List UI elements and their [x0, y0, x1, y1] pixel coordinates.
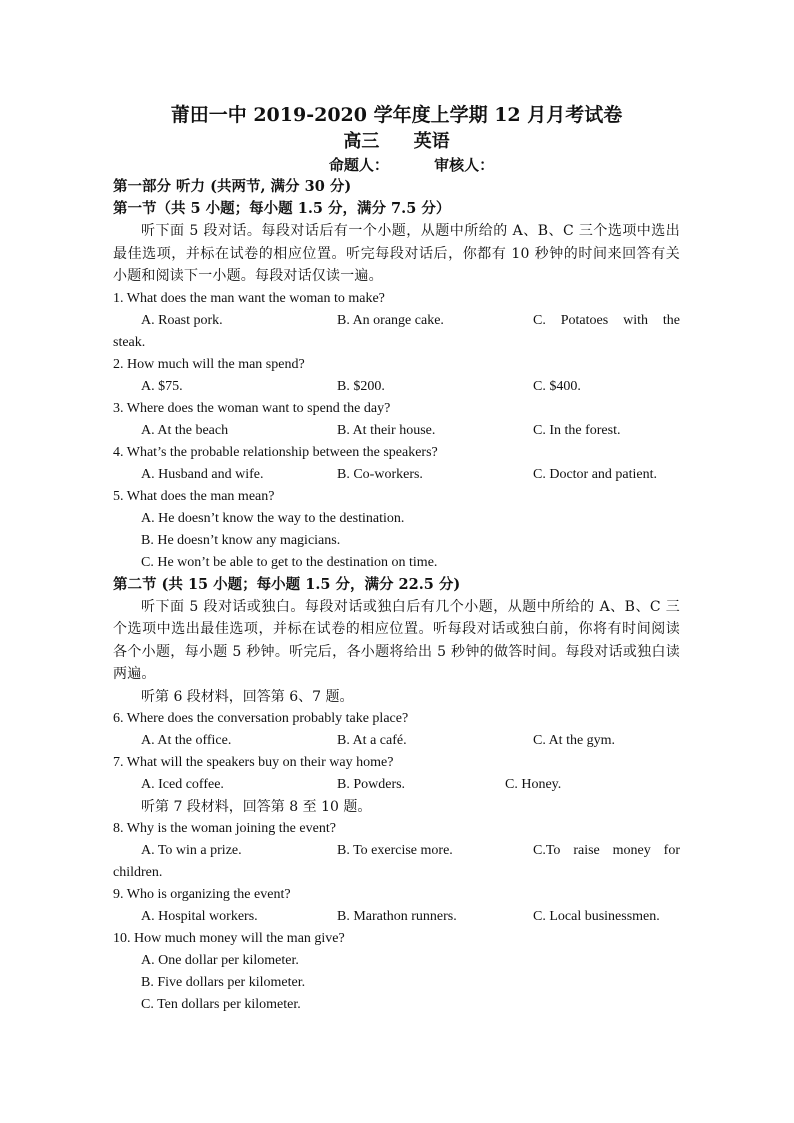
option-b: B. Five dollars per kilometer. [141, 974, 306, 990]
section2-heading: 第二节 (共 15 小题；每小题 1.5 分，满分 22.5 分) [113, 575, 461, 593]
option-a: A. Husband and wife. [141, 466, 264, 482]
reviewer-label: 审核人： [434, 156, 495, 174]
option-a: A. Hospital workers. [141, 908, 258, 924]
option-a: A. One dollar per kilometer. [141, 952, 299, 968]
option-b: B. An orange cake. [337, 312, 444, 328]
option-c-continuation: steak. [113, 334, 146, 350]
authors-line [113, 154, 680, 176]
question-6: 6. Where does the conversation probably take place? [113, 710, 409, 726]
grade-label: 高三 [343, 131, 380, 152]
question-7: 7. What will the speakers buy on their way home? [113, 754, 394, 770]
option-a: A. At the beach [141, 422, 229, 438]
subject-label: 英语 [413, 131, 450, 152]
question-8: 8. Why is the woman joining the event? [113, 820, 336, 836]
option-b: B. To exercise more. [337, 842, 453, 858]
question-5: 5. What does the man mean? [113, 488, 275, 504]
option-c: C. Local businessmen. [533, 908, 660, 924]
question-1-options [113, 310, 680, 332]
option-a: A. At the office. [141, 732, 232, 748]
option-b: B. $200. [337, 378, 385, 394]
part1-heading: 第一部分 听力 (共两节, 满分 30 分) [113, 178, 352, 195]
option-b: B. At a café. [337, 732, 407, 748]
section1-heading: 第一节（共 5 小题；每小题 1.5 分，满分 7.5 分） [113, 200, 451, 217]
material-6-note: 听第 6 段材料，回答第 6、7 题。 [141, 688, 354, 705]
option-c: C. Doctor and patient. [533, 466, 658, 482]
option-a: A. Iced coffee. [141, 776, 224, 792]
option-a: A. Roast pork. [141, 312, 223, 328]
option-c: C. Honey. [505, 776, 562, 792]
option-a: A. $75. [141, 378, 183, 394]
question-9: 9. Who is organizing the event? [113, 886, 291, 902]
option-a: A. To win a prize. [141, 842, 242, 858]
question-10: 10. How much money will the man give? [113, 930, 345, 946]
question-7-options [113, 774, 680, 796]
option-c: C. At the gym. [533, 732, 616, 748]
option-c: C. Potatoes with the [533, 312, 680, 328]
material-7-note: 听第 7 段材料，回答第 8 至 10 题。 [141, 798, 372, 815]
section2-instructions: 听下面 5 段对话或独白。每段对话或独白后有几个小题，从题中所给的 A、B、C 三个选项中选出最佳选项，并标在试卷的相应位置。听每段对话或独白前，你将有时间阅读各个小题，每小题 5 秒钟。听完后，各小题将给出 5 秒钟的做答时间。每段对话或独白读两遍。 [113, 598, 680, 682]
option-b: B. He doesn’t know any magicians. [141, 532, 341, 548]
option-b: B. Co-workers. [337, 466, 423, 482]
exam-subtitle [113, 130, 680, 154]
option-c: C. Ten dollars per kilometer. [141, 996, 301, 1012]
option-b: B. At their house. [337, 422, 436, 438]
option-c: C. He won’t be able to get to the destination on time. [141, 554, 438, 570]
question-8-options [113, 840, 680, 862]
question-3: 3. Where does the woman want to spend the day? [113, 400, 391, 416]
question-4-options [113, 464, 680, 486]
question-9-options [113, 906, 680, 928]
question-2-options [113, 376, 680, 398]
question-6-options [113, 730, 680, 752]
exam-page [113, 100, 680, 1016]
option-c: C. In the forest. [533, 422, 621, 438]
option-b: B. Marathon runners. [337, 908, 457, 924]
section1-instructions: 听下面 5 段对话。每段对话后有一个小题，从题中所给的 A、B、C 三个选项中选出最佳选项，并标在试卷的相应位置。听完每段对话后，你都有 10 秒钟的时间来回答有关小题和阅读下一小题。每段对话仅读一遍。 [113, 223, 680, 284]
option-c: C.To raise money for [533, 842, 680, 858]
option-c: C. $400. [533, 378, 581, 394]
exam-title: 莆田一中 2019-2020 学年度上学期 12 月月考试卷 [170, 104, 623, 126]
question-4: 4. What’s the probable relationship between the speakers? [113, 444, 438, 460]
question-3-options [113, 420, 680, 442]
option-b: B. Powders. [337, 776, 406, 792]
question-2: 2. How much will the man spend? [113, 356, 305, 372]
setter-label: 命题人： [328, 156, 389, 174]
question-1: 1. What does the man want the woman to make? [113, 290, 385, 306]
option-c-continuation: children. [113, 864, 163, 880]
option-a: A. He doesn’t know the way to the destination. [141, 510, 405, 526]
